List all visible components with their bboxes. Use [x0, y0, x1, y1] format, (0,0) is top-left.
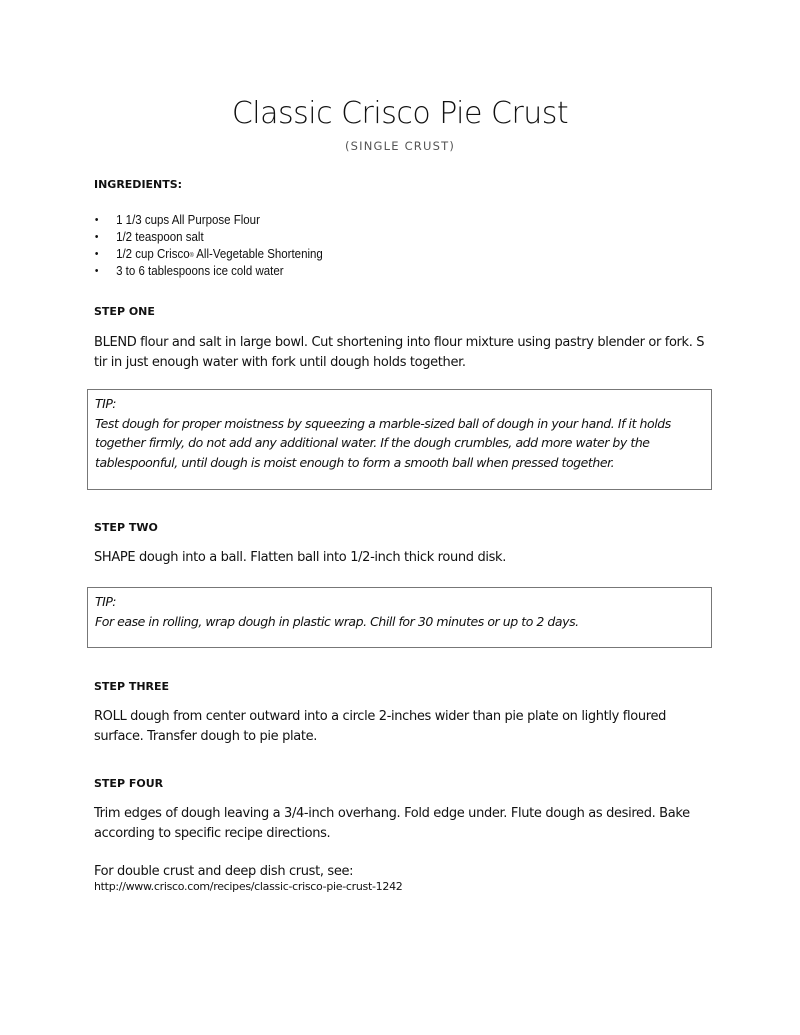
step-one-text: BLEND flour and salt in large bowl. Cut shortening into flour mixture using pastry blender or fork. S tir in just enough water with fork until dough holds together.	[94, 335, 705, 370]
bullet-icon: •	[94, 248, 99, 260]
ingredient-text: All-Vegetable Shortening	[193, 247, 323, 261]
tip-text: For ease in rolling, wrap dough in plastic wrap. Chill for 30 minutes or up to 2 days.	[95, 613, 579, 629]
step-three-text: ROLL dough from center outward into a circle 2-inches wider than pie plate on lightly floured surface. Transfer dough to pie plate.	[94, 709, 667, 744]
bullet-icon: •	[94, 265, 99, 277]
ingredient-item	[94, 246, 323, 263]
ingredient-item	[94, 263, 323, 280]
ingredient-text: 3 to 6 tablespoons ice cold water	[116, 264, 284, 278]
tip-label: TIP:	[95, 594, 117, 609]
recipe-link[interactable]: http://www.crisco.com/recipes/classic-crisco-pie-crust-1242	[94, 880, 403, 893]
tip-text: Test dough for proper moistness by squeezing a marble-sized ball of dough in your hand. If it holds together firmly, do not add any additional water. If the dough crumbles, add more water by the tablespoonful, until dough is moist enough to form a smooth ball when pressed together.	[95, 415, 671, 470]
ingredient-item	[94, 212, 323, 229]
registered-mark: ®	[189, 253, 194, 259]
step-one-tip-box	[87, 389, 712, 490]
step-one-heading: STEP ONE	[94, 305, 155, 318]
ingredient-text: 1/2 teaspoon salt	[116, 230, 204, 244]
tip-label: TIP:	[95, 396, 117, 411]
page-title: Classic Crisco Pie Crust	[231, 96, 569, 131]
ingredients-heading: INGREDIENTS:	[94, 178, 183, 191]
tip-content	[95, 394, 710, 472]
bullet-icon: •	[94, 231, 99, 243]
step-four-text: Trim edges of dough leaving a 3/4-inch overhang. Fold edge under. Flute dough as desired. Bake according to specific recipe directions.	[94, 806, 690, 841]
tip-content	[95, 592, 710, 631]
footer-note: For double crust and deep dish crust, see:	[94, 864, 354, 879]
step-two-tip-box	[87, 587, 712, 648]
step-two-text: SHAPE dough into a ball. Flatten ball into 1/2-inch thick round disk.	[94, 550, 507, 565]
ingredient-text: 1 1/3 cups All Purpose Flour	[116, 213, 260, 227]
step-two-heading: STEP TWO	[94, 521, 158, 534]
step-four-heading: STEP FOUR	[94, 777, 164, 790]
ingredient-item	[94, 229, 323, 246]
page-subtitle: (SINGLE CRUST)	[344, 139, 456, 153]
bullet-icon: •	[94, 214, 99, 226]
step-three-heading: STEP THREE	[94, 680, 170, 693]
ingredient-text: 1/2 cup Crisco	[116, 247, 190, 261]
ingredients-list	[94, 212, 343, 280]
